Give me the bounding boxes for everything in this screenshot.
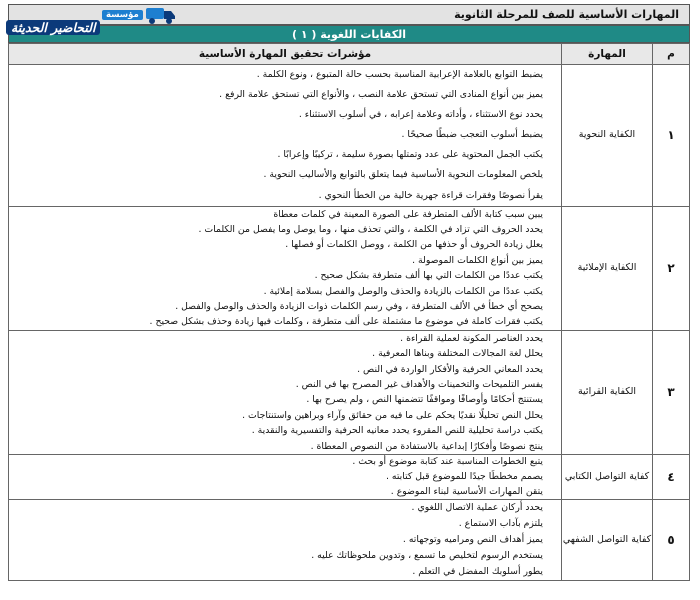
indicator-item: ▪ يحدد أركان عملية الاتصال اللغوي .	[15, 500, 543, 516]
indicator-item: ▪ يحدد الحروف التي تزاد في الكلمة ، والتي تحذف منها ، وما يوصل وما يفصل من الكلمات .	[15, 222, 543, 237]
row-number: ٤	[653, 454, 690, 499]
table-row	[9, 65, 690, 207]
indicator-item: ▪ يحدد العناصر المكونة لعملية القراءة .	[15, 331, 543, 346]
table-row	[9, 330, 690, 454]
indicator-item: ▪ يبين سبب كتابة الألف المتطرفة على الصورة المعينة في كلمات معطاة	[15, 207, 543, 222]
indicator-item: ▪ يعلل زيادة الحروف أو حذفها من الكلمة ، ووصل الكلمات أو فصلها .	[15, 237, 543, 252]
indicator-item: ▪ يصحح أي خطأ في الألف المتطرفة ، وفي رسم الكلمات ذوات الزيادة والحذف والوصل والفصل .	[15, 299, 543, 314]
row-number: ٣	[653, 330, 690, 454]
indicator-item: ▪ يستنتج أحكامًا وأوصافًا ومواقفًا تتضمنها النص ، ولم يصرح بها .	[15, 392, 543, 407]
indicator-item: ▪ يميز بين أنواع الكلمات الموصولة .	[15, 253, 543, 268]
indicator-item: ▪ يحلل لغة المجالات المختلفة وبناها المعرفية .	[15, 346, 543, 361]
row-number: ٢	[653, 206, 690, 330]
indicator-item: ▪ يلخص المعلومات النحوية الأساسية فيما يتعلق بالتوابع والأساليب النحوية .	[15, 165, 543, 185]
table-row	[9, 500, 690, 581]
indicator-item: ▪ يحدد المعاني الحرفية والأفكار الواردة في النص .	[15, 362, 543, 377]
indicator-item: ▪ يصمم مخططًا جيدًا للموضوع قبل كتابته .	[15, 470, 543, 485]
row-indicators	[9, 65, 562, 207]
table-row	[9, 454, 690, 499]
row-number: ١	[653, 65, 690, 207]
header-number: م	[653, 44, 690, 65]
indicator-item: ▪ يكتب فقرات كاملة في موضوع ما مشتملة على ألف متطرفة ، وكلمات فيها زيادة وحذف بشكل صحيح .	[15, 314, 543, 329]
table-row	[9, 206, 690, 330]
row-indicators	[9, 454, 562, 499]
indicator-item: ▪ يكتب الجمل المحتوية على عدد وتمتلها بصورة سليمة ، تركيبًا وإعرابًا .	[15, 145, 543, 165]
publisher-logo	[4, 2, 184, 40]
logo-main-text: التحاضير الحديثة	[6, 20, 100, 35]
page-title: المهارات الأساسية للصف للمرحلة الثانوية	[454, 8, 679, 21]
row-indicators	[9, 500, 562, 581]
indicator-item: ▪ يميز بين أنواع المنادى التي تستحق علامة النصب ، والأنواع التي تستحق علامة الرفع .	[15, 85, 543, 105]
row-skill: كفاية التواصل الشفهي	[562, 500, 653, 581]
indicator-item: ▪ يقرأ نصوصًا وفقرات قراءة جهرية خالية من الخطأ النحوي .	[15, 186, 543, 206]
row-indicators	[9, 330, 562, 454]
skills-table	[8, 43, 690, 581]
table-header-row	[9, 44, 690, 65]
row-skill: كفاية التواصل الكتابي	[562, 454, 653, 499]
row-skill: الكفاية الإملائية	[562, 206, 653, 330]
row-indicators	[9, 206, 562, 330]
row-number: ٥	[653, 500, 690, 581]
row-skill: الكفاية النحوية	[562, 65, 653, 207]
indicator-item: ▪ يفسر التلميحات والتخمينات والأهداف غير المصرح بها في النص .	[15, 377, 543, 392]
indicator-item: ▪ يميز أهداف النص ومراميه وتوجهاته .	[15, 532, 543, 548]
indicator-item: ▪ يحلل النص تحليلًا نقديًا يحكم على ما فيه من حقائق وآراء وبراهين واستنتاجات .	[15, 408, 543, 423]
indicator-item: ▪ يضبط أسلوب التعجب ضبطًا صحيحًا .	[15, 125, 543, 145]
logo-small-text: مؤسسة	[102, 10, 143, 20]
indicator-item: ▪ يتبع الخطوات المناسبة عند كتابة موضوع أو بحث .	[15, 455, 543, 470]
indicator-item: ▪ يكتب دراسة تحليلية للنص المقروء يحدد معانيه الحرفية والتفسيرية والنقدية .	[15, 423, 543, 438]
page-subtitle: الكفايات اللغوية ( ١ )	[291, 28, 407, 41]
truck-icon	[144, 2, 178, 28]
indicator-item: ▪ يلتزم بآداب الاستماع .	[15, 516, 543, 532]
indicator-item: ▪ يطور أسلوبك المفضل في التعلم .	[15, 564, 543, 580]
indicator-item: ▪ ينتج نصوصًا وأفكارًا إبداعية بالاستفادة من النصوص المعطاة .	[15, 439, 543, 454]
header-skill: المهارة	[562, 44, 653, 65]
indicator-item: ▪ يتقن المهارات الأساسية لبناء الموضوع .	[15, 485, 543, 500]
indicator-item: ▪ يكتب عددًا من الكلمات التي بها ألف متطرفة بشكل صحيح .	[15, 268, 543, 283]
indicator-item: ▪ يستخدم الرسوم لتخليص ما تسمع ، وتدوين ملحوظاتك عليه .	[15, 548, 543, 564]
indicator-item: ▪ يضبط التوابع بالعلامة الإعرابية المناسبة بحسب حالة المتبوع ، ونوع الكلمة .	[15, 65, 543, 85]
indicator-item: ▪ يكتب عددًا من الكلمات بالزيادة والحذف والوصل والفصل بسلامة إملائية .	[15, 284, 543, 299]
row-skill: الكفاية القرائية	[562, 330, 653, 454]
header-indicators: مؤشرات تحقيق المهارة الأساسية	[9, 44, 562, 65]
indicator-item: ▪ يحدد نوع الاستثناء ، وأداته وعلامة إعرابه ، في أسلوب الاستثناء .	[15, 105, 543, 125]
